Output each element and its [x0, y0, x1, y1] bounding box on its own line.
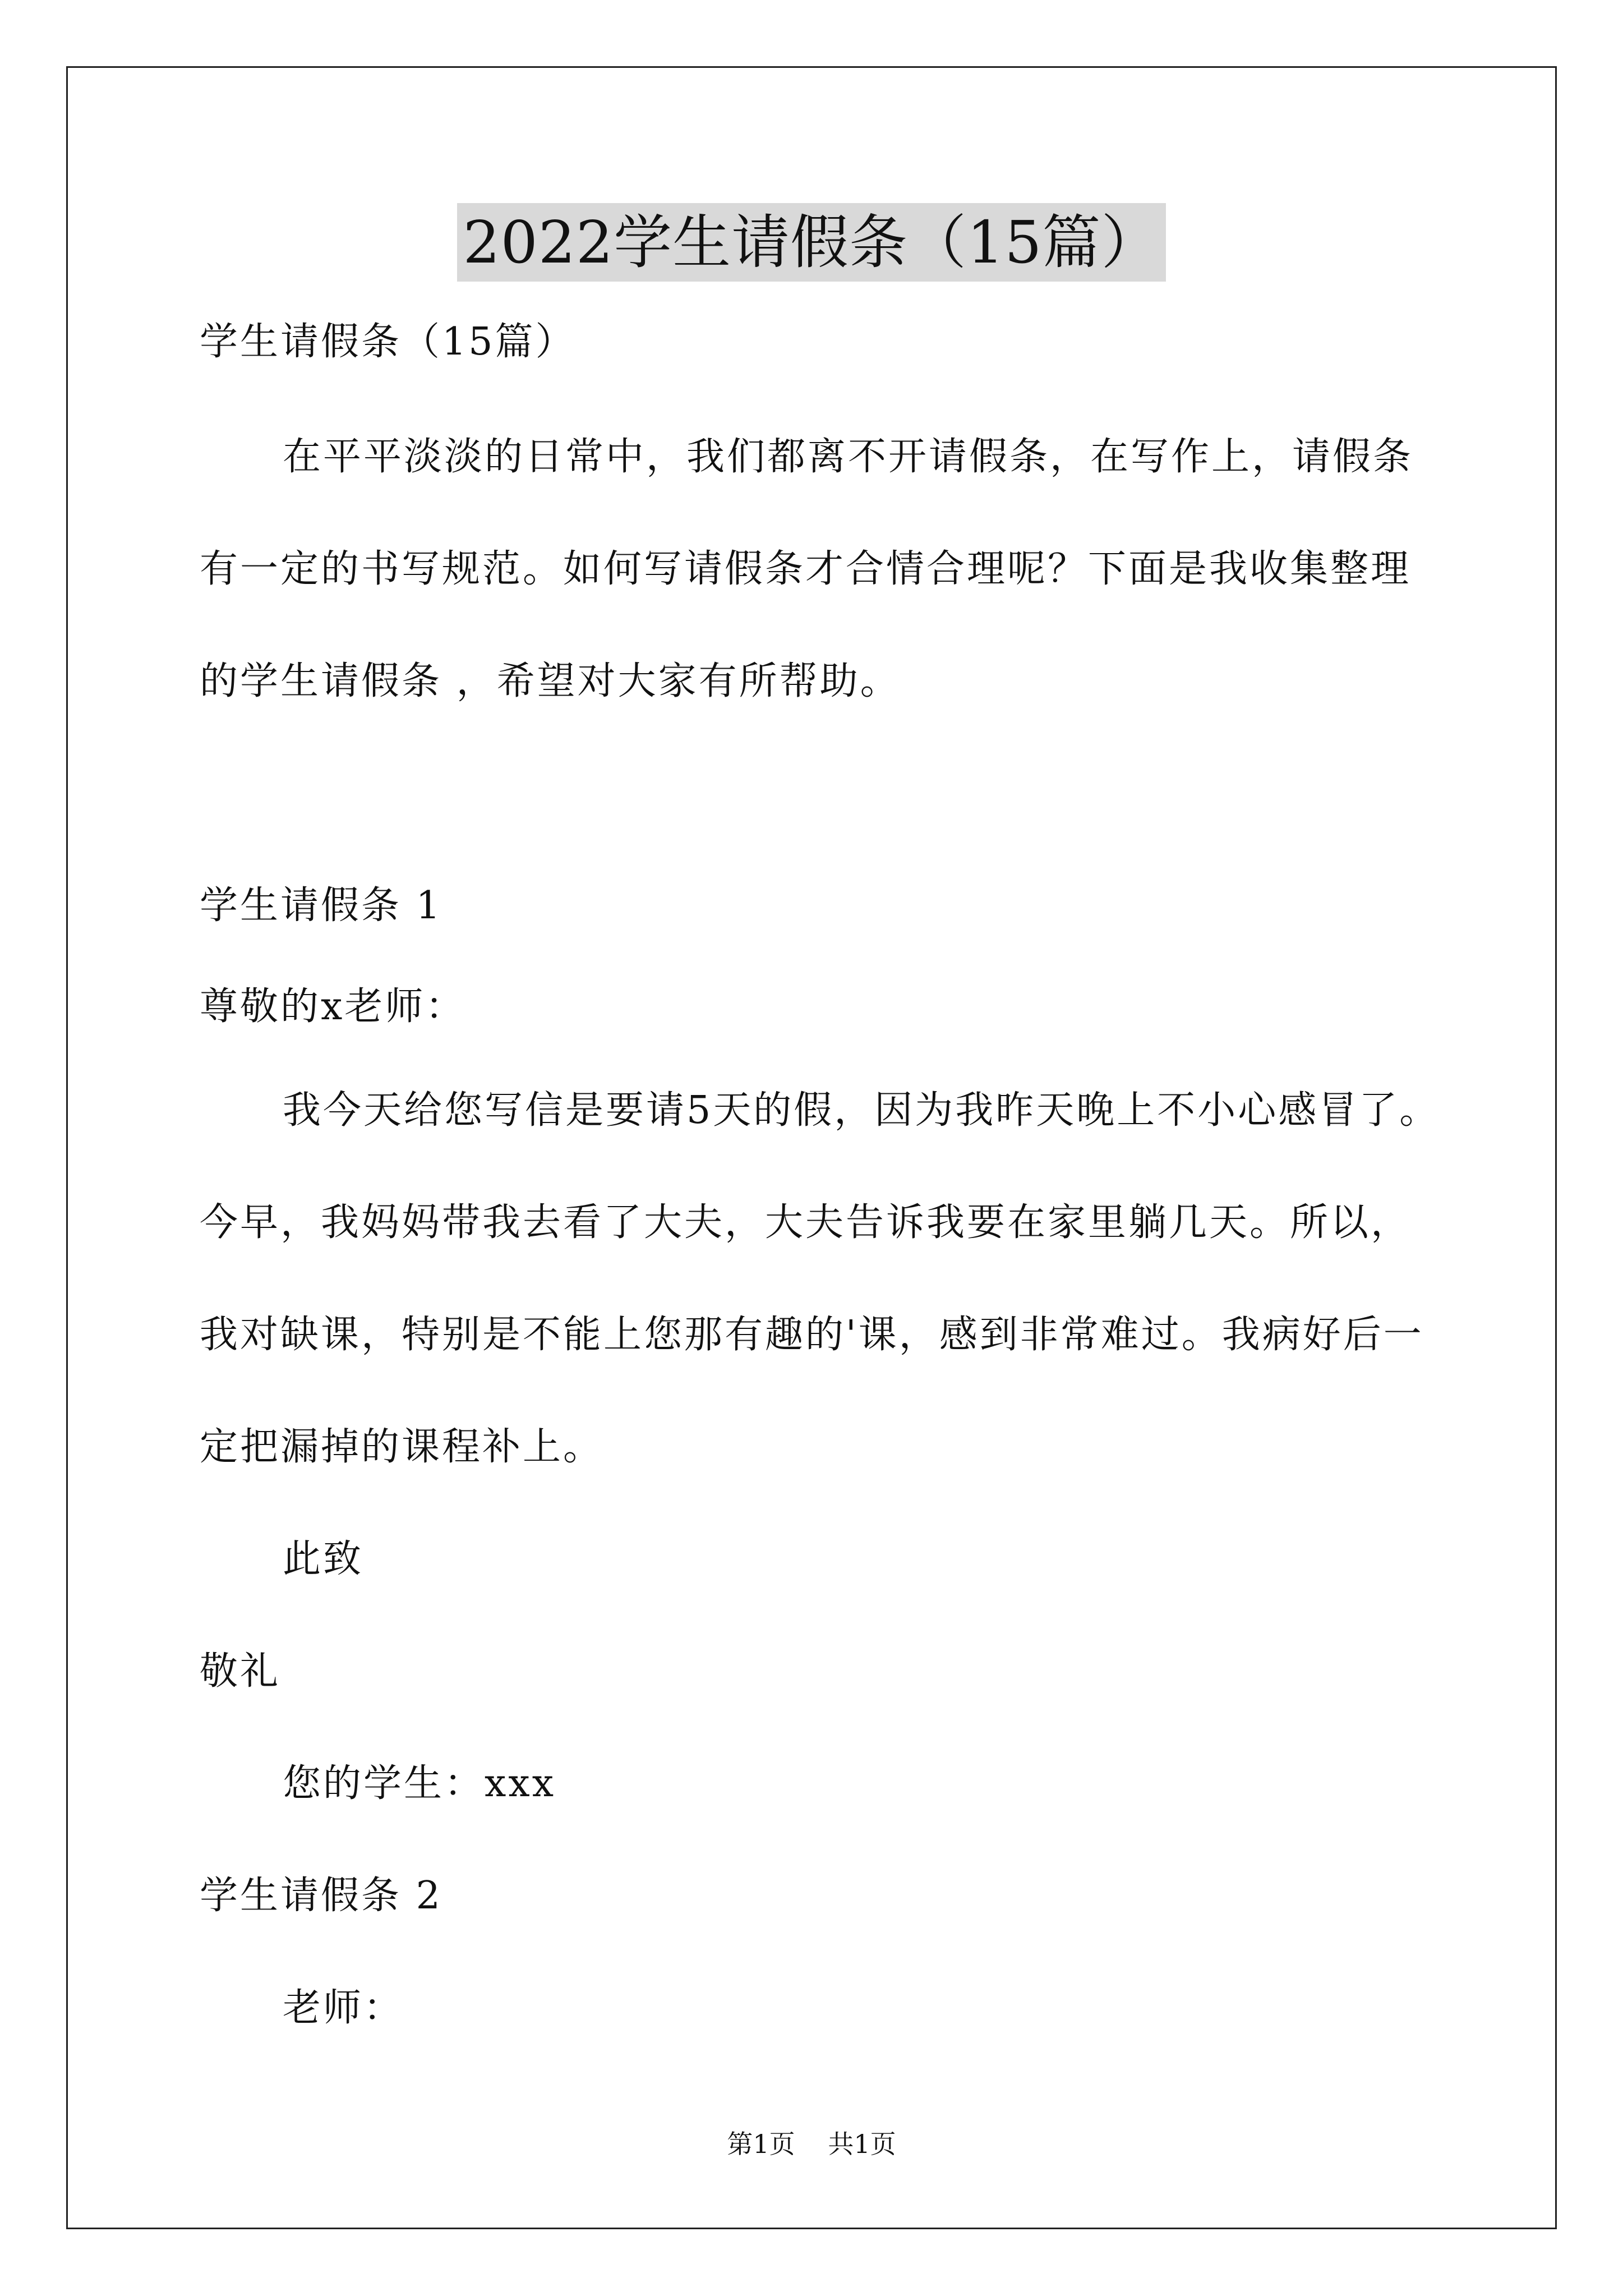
- title-container: [0, 203, 1623, 282]
- document-title: 2022学生请假条（15篇）: [457, 203, 1165, 282]
- body-line: 敬礼: [200, 1649, 281, 1694]
- body-line: 的学生请假条 ，希望对大家有所帮助。: [200, 659, 901, 703]
- document-body: [200, 314, 1461, 2036]
- body-line: 您的学生：xxx: [283, 1761, 556, 1806]
- body-line: 学生请假条 1: [200, 884, 442, 928]
- page-total: 共1页: [828, 2129, 896, 2159]
- body-line: 我今天给您写信是要请5天的假，因为我昨天晚上不小心感冒了。: [283, 1088, 1440, 1133]
- body-line: 老师：: [283, 1986, 404, 2030]
- body-line: 此致: [283, 1537, 364, 1581]
- body-line: 有一定的书写规范。如何写请假条才合情合理呢？下面是我收集整理: [200, 547, 1412, 591]
- body-line: 学生请假条 2: [200, 1874, 442, 1918]
- body-line: 学生请假条（15篇）: [200, 320, 576, 364]
- body-line: 在平平淡淡的日常中，我们都离不开请假条，在写作上，请假条: [283, 435, 1414, 479]
- body-line: 今早，我妈妈带我去看了大夫，大夫告诉我要在家里躺几天。所以，: [200, 1200, 1412, 1245]
- body-line: 定把漏掉的课程补上。: [200, 1425, 604, 1469]
- body-line: 尊敬的x老师：: [200, 984, 466, 1029]
- body-line: 我对缺课，特别是不能上您那有趣的'课，感到非常难过。我病好后一: [200, 1313, 1424, 1357]
- page-footer: [0, 2127, 1623, 2161]
- page-number: 第1页: [727, 2129, 795, 2159]
